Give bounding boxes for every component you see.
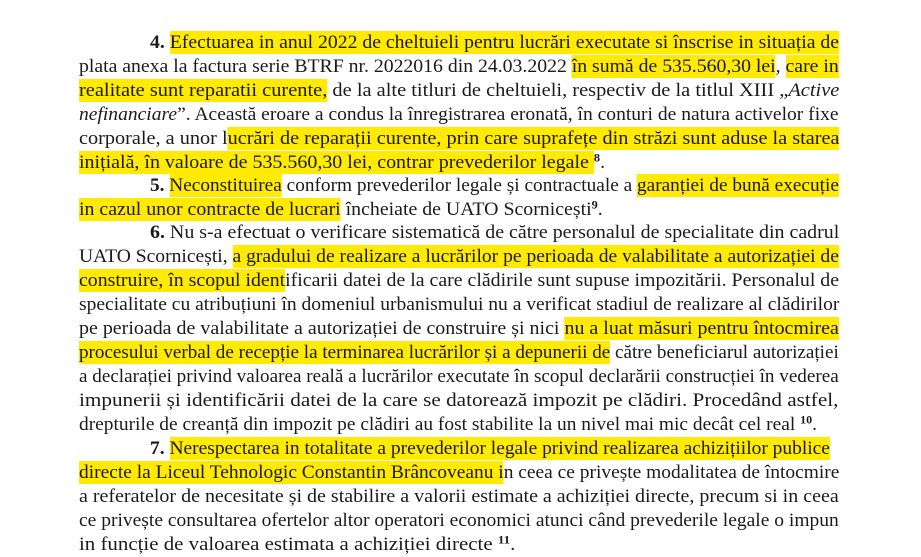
- text-segment: a referatelor de necesitate și de stabilire a valorii estimate a achiziției directe, precum si in ceea: [79, 486, 839, 507]
- text-segment: UATO Scornicești,: [79, 246, 233, 267]
- text-segment: ce privește consultarea ofertelor altor operatori economici atunci când prevederile legale o impun: [79, 510, 839, 531]
- highlighted-text: construire, în scopul ident: [79, 270, 286, 291]
- text-line: [150, 221, 839, 245]
- footnote-ref: 8: [593, 152, 601, 165]
- text-segment: .: [597, 199, 603, 220]
- text-line: [79, 127, 839, 151]
- highlighted-text: garanției de bună execuție: [636, 175, 839, 196]
- text-segment: [165, 438, 170, 459]
- text-line: [79, 79, 839, 103]
- text-segment: [164, 175, 169, 196]
- text-segment: corporale, a unor l: [79, 128, 228, 149]
- text-line: [79, 509, 839, 533]
- text-segment: încheiate de UATO Scornicești: [340, 199, 592, 220]
- text-segment: ificarii datei de la care clădirile sunt supuse impozitării. Personalul de: [285, 270, 840, 291]
- footnote-ref: 10: [800, 414, 813, 427]
- footnote-ref: 9: [591, 199, 598, 212]
- text-segment: de la alte titluri de cheltuieli, respectiv de la titlul XIII „: [327, 80, 789, 101]
- text-segment: a declarației privind valoarea reală a lucrărilor executate în scopul declarării construcției în vederea: [79, 366, 839, 387]
- text-segment: ,: [775, 56, 786, 77]
- text-segment: [165, 32, 170, 53]
- text-segment: specialitate cu atribuțiuni în domeniul urbanismului nu a verificat stadiul de realizare al clădirilor: [79, 294, 840, 315]
- footnote-ref: 11: [497, 534, 511, 547]
- text-line: [79, 485, 839, 509]
- text-line: [79, 461, 839, 485]
- text-segment: drepturile de creanță din impozit pe clădiri au fost stabilite la un nivel mai mic decât cel real: [79, 414, 801, 435]
- text-line: [79, 269, 839, 293]
- text-line: [79, 365, 839, 389]
- highlighted-text: Nerespectarea in totalitate a prevederilor legale privind realizarea achizițiilor publice: [169, 438, 830, 459]
- text-segment: conform prevederilor legale și contractuale a: [281, 175, 637, 196]
- highlighted-text: nu a luat măsuri pentru întocmirea: [564, 318, 839, 339]
- text-segment: n ceea ce privește modalitatea de întocmire: [503, 462, 840, 483]
- text-segment: plata anexa la factura serie BTRF nr. 2022016 din 24.03.2022: [79, 56, 572, 77]
- text-line: [79, 533, 515, 557]
- text-line: [79, 245, 839, 269]
- text-segment: 6.: [150, 222, 165, 243]
- text-line: [150, 174, 839, 198]
- text-segment: ”. Această eroare a condus la înregistrarea eronată, în conturi de natura activelor fixe: [177, 104, 839, 125]
- highlighted-text: procesului verbal de recepție la terminarea lucrărilor și a depunerii de: [79, 342, 611, 363]
- text-line: [79, 317, 839, 341]
- text-line: [150, 437, 830, 461]
- text-segment: Nu s-a efectuat o verificare sistematică de către personalul de specialitate din cadrul: [164, 222, 840, 243]
- text-segment: .: [600, 152, 606, 173]
- text-segment: către beneficiarul autorizației: [610, 342, 839, 363]
- text-line: [79, 103, 839, 127]
- text-line: [150, 31, 839, 55]
- text-segment: Active: [788, 80, 840, 101]
- text-line: [79, 413, 817, 437]
- highlighted-text: directe la Liceul Tehnologic Constantin Brâncoveanu i: [79, 462, 504, 483]
- highlighted-text: Efectuarea in anul 2022 de cheltuieli pentru lucrări executate si înscrise in situația de: [169, 32, 840, 53]
- highlighted-text: Neconstituirea: [169, 175, 282, 196]
- highlighted-text: ucrări de reparații curente, prin care suprafețe din străzi sunt aduse la starea: [227, 128, 840, 149]
- text-segment: .: [510, 534, 516, 555]
- text-segment: pe perioada de valabilitate a autorizației de construire și nici: [79, 318, 565, 339]
- text-segment: 4.: [150, 32, 165, 53]
- text-line: [79, 341, 839, 365]
- highlighted-text: inițială, în valoare de 535.560,30 lei, contrar prevederilor legale: [79, 152, 594, 173]
- text-segment: 5.: [150, 175, 165, 196]
- text-segment: in funcție de valoarea estimata a achiziției directe: [79, 534, 498, 555]
- text-line: [79, 389, 838, 413]
- highlighted-text: a gradului de realizare a lucrărilor pe perioada de valabilitate a autorizației de: [232, 246, 839, 267]
- text-segment: impunerii și identificării datei de la care se datorează impozit pe clădiri. Procedând astfel,: [79, 390, 839, 411]
- highlighted-text: care in: [785, 56, 839, 77]
- text-line: [79, 55, 839, 79]
- text-segment: .: [812, 414, 817, 435]
- text-segment: nefinanciare: [79, 104, 178, 125]
- highlighted-text: in cazul unor contracte de lucrari: [79, 199, 341, 220]
- text-line: [79, 151, 605, 175]
- text-line: [79, 198, 603, 222]
- highlighted-text: în sumă de 535.560,30 lei: [571, 56, 776, 77]
- text-segment: 7.: [150, 438, 165, 459]
- highlighted-text: realitate sunt reparatii curente,: [79, 80, 328, 101]
- text-line: [79, 293, 839, 317]
